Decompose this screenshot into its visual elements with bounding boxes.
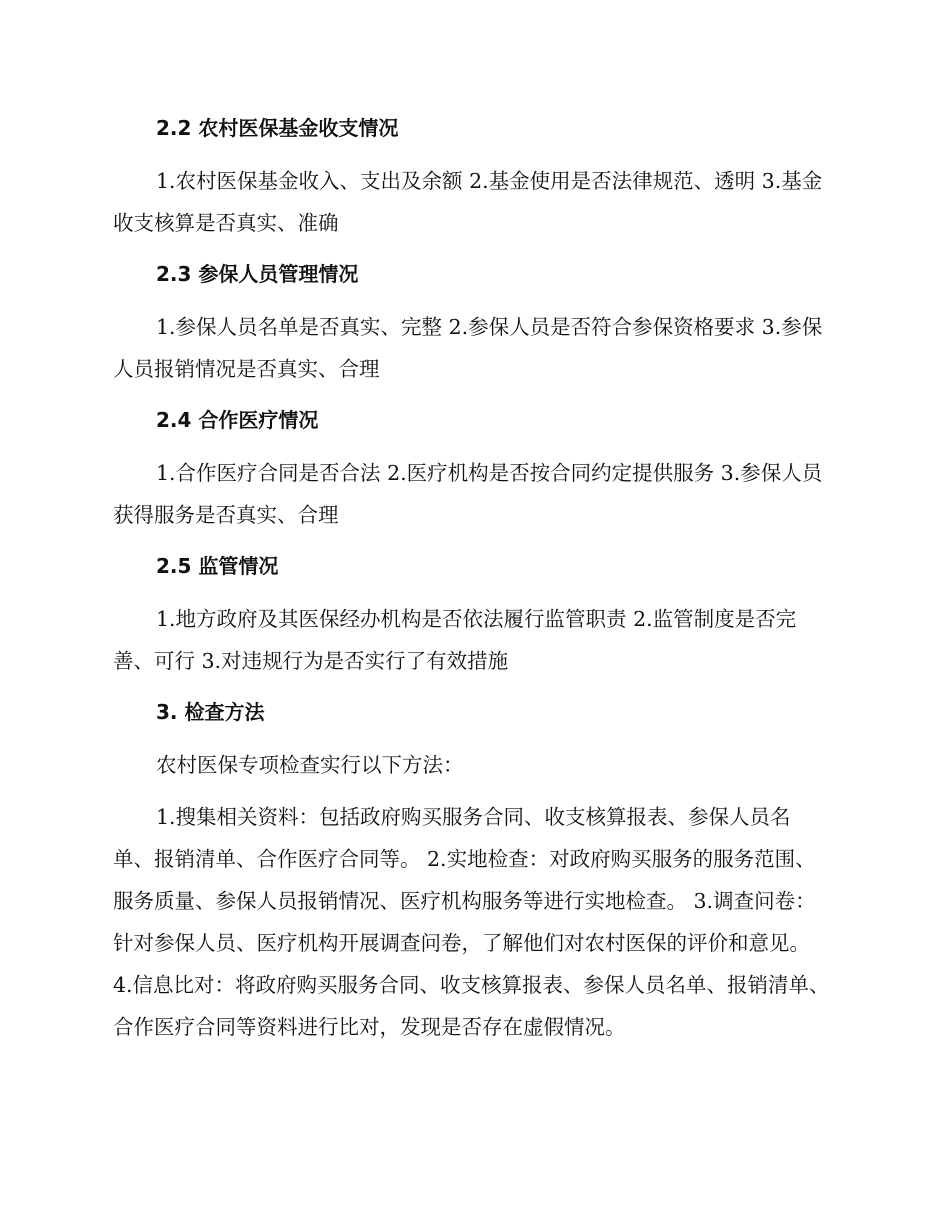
section-heading-2-5: 2.5 监管情况 (156, 554, 279, 578)
section-heading-2-4: 2.4 合作医疗情况 (156, 408, 319, 432)
section-heading-3: 3. 检查方法 (156, 700, 265, 724)
section-heading-2-3: 2.3 参保人员管理情况 (156, 262, 359, 286)
section-body-2-5: 1.地方政府及其医保经办机构是否依法履行监管职责 2.监管制度是否完善、可行 3.对违规行为是否实行了有效措施 (113, 607, 797, 673)
section-body-2-3: 1.参保人员名单是否真实、完整 2.参保人员是否符合参保资格要求 3.参保人员报销情况是否真实、合理 (113, 315, 823, 381)
section-body-2-4: 1.合作医疗合同是否合法 2.医疗机构是否按合同约定提供服务 3.参保人员获得服务是否真实、合理 (113, 461, 823, 527)
section-body-3: 1.搜集相关资料：包括政府购买服务合同、收支核算报表、参保人员名单、报销清单、合作医疗合同等。 2.实地检查：对政府购买服务的服务范围、服务质量、参保人员报销情况、医疗机构服务等进行实地检查。 3.调查问卷：针对参保人员、医疗机构开展调查问卷，了解他们对农村医保的评价和意见。 4.信息比对：将政府购买服务合同、收支核算报表、参保人员名单、报销清单、合作医疗合同等资料进行比对，发现是否存在虚假情况。 (113, 805, 830, 1039)
section-body-2-2: 1.农村医保基金收入、支出及余额 2.基金使用是否法律规范、透明 3.基金收支核算是否真实、准确 (113, 169, 823, 235)
section-intro-3: 农村医保专项检查实行以下方法： (156, 753, 464, 777)
section-heading-2-2: 2.2 农村医保基金收支情况 (156, 116, 399, 140)
